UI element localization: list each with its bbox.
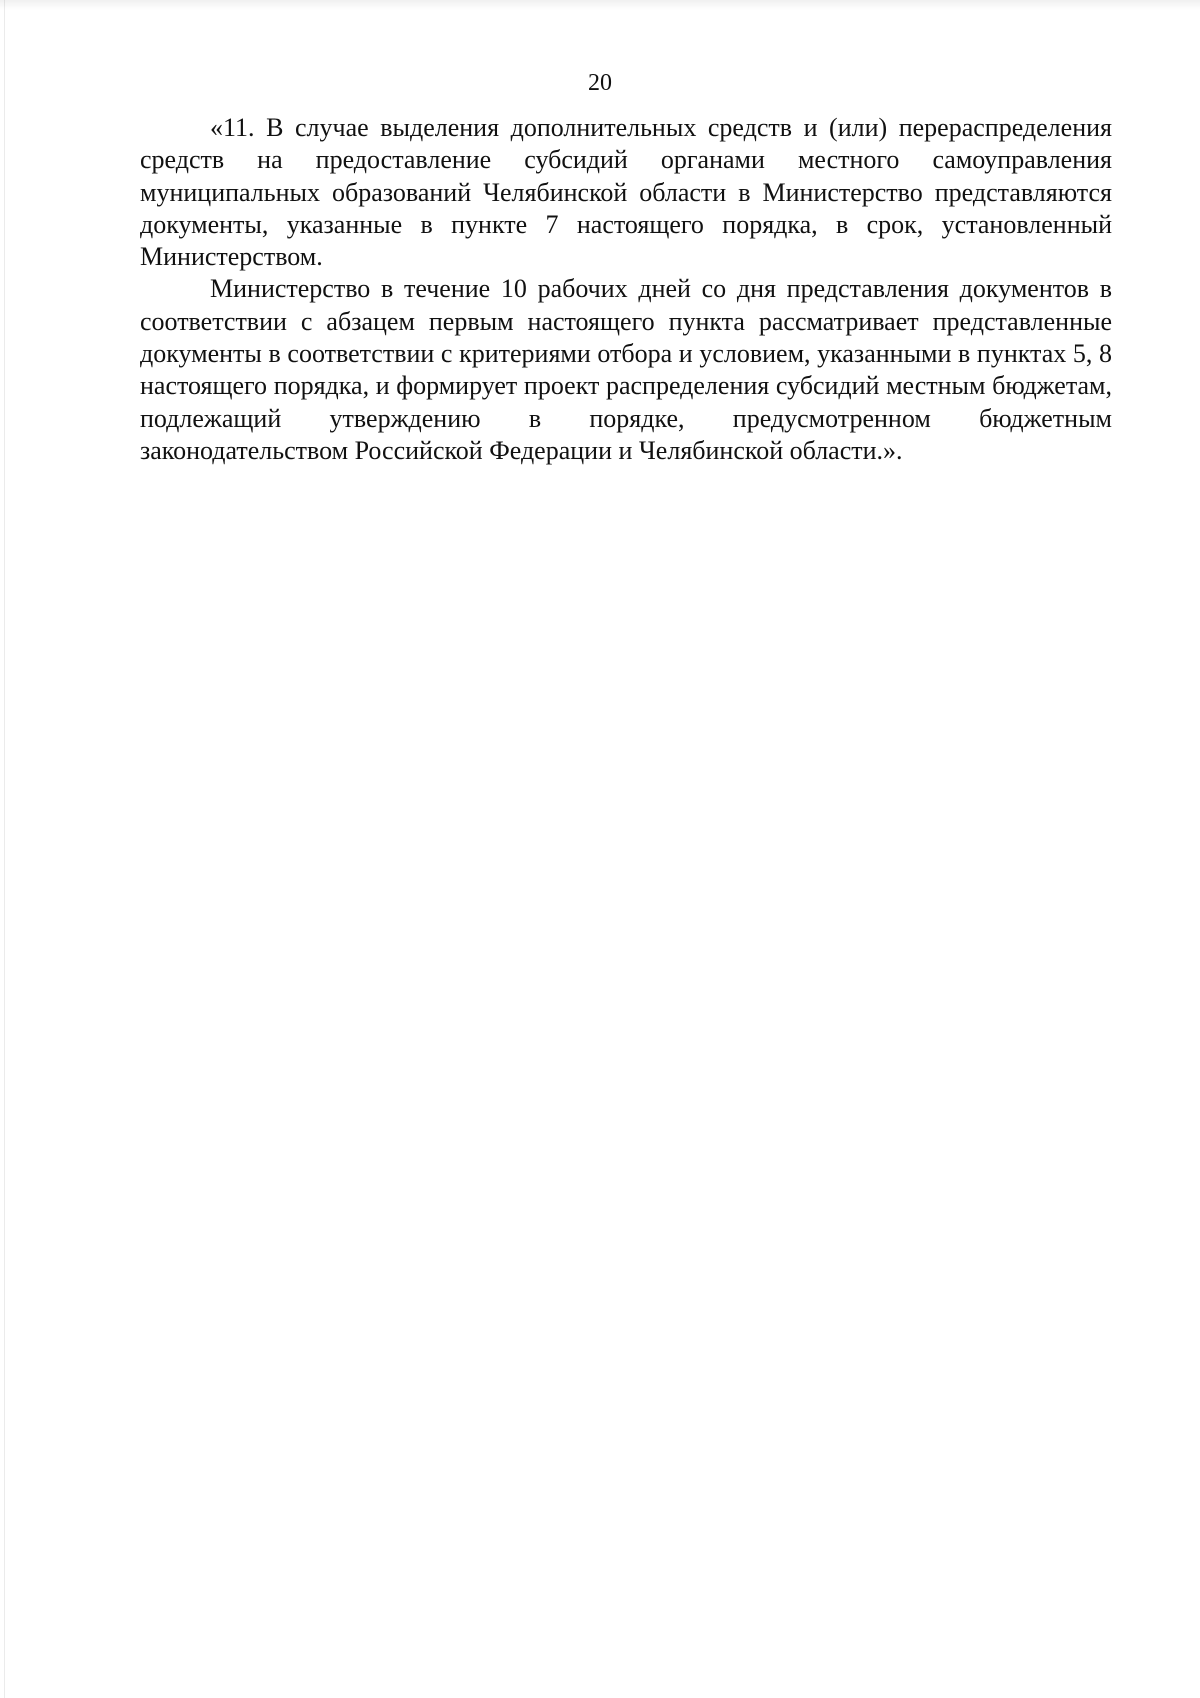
page-number: 20: [588, 70, 612, 96]
scan-edge-left: [4, 0, 5, 1698]
document-body: [140, 112, 1112, 467]
paragraph-ministry-review: Министерство в течение 10 рабочих дней со дня представления документов в соответствии с абзацем первым настоящего пункта рассматривает представленные документы в соответствии с критериями отбора и условием, указанными в пунктах 5, 8 настоящего порядка, и формирует проект распределения субсидий местным бюджетам, подлежащий утверждению в порядке, предусмотренном бюджетным законодательством Российской Федерации и Челябинской области.».: [140, 274, 1112, 465]
paragraph-item-11: «11. В случае выделения дополнительных средств и (или) перераспределения средств на предоставление субсидий органами местного самоуправления муниципальных образований Челябинской области в Министерство представляются документы, указанные в пункте 7 настоящего порядка, в срок, установленный Министерством.: [140, 113, 1112, 272]
scan-edge-top: [0, 0, 1200, 10]
